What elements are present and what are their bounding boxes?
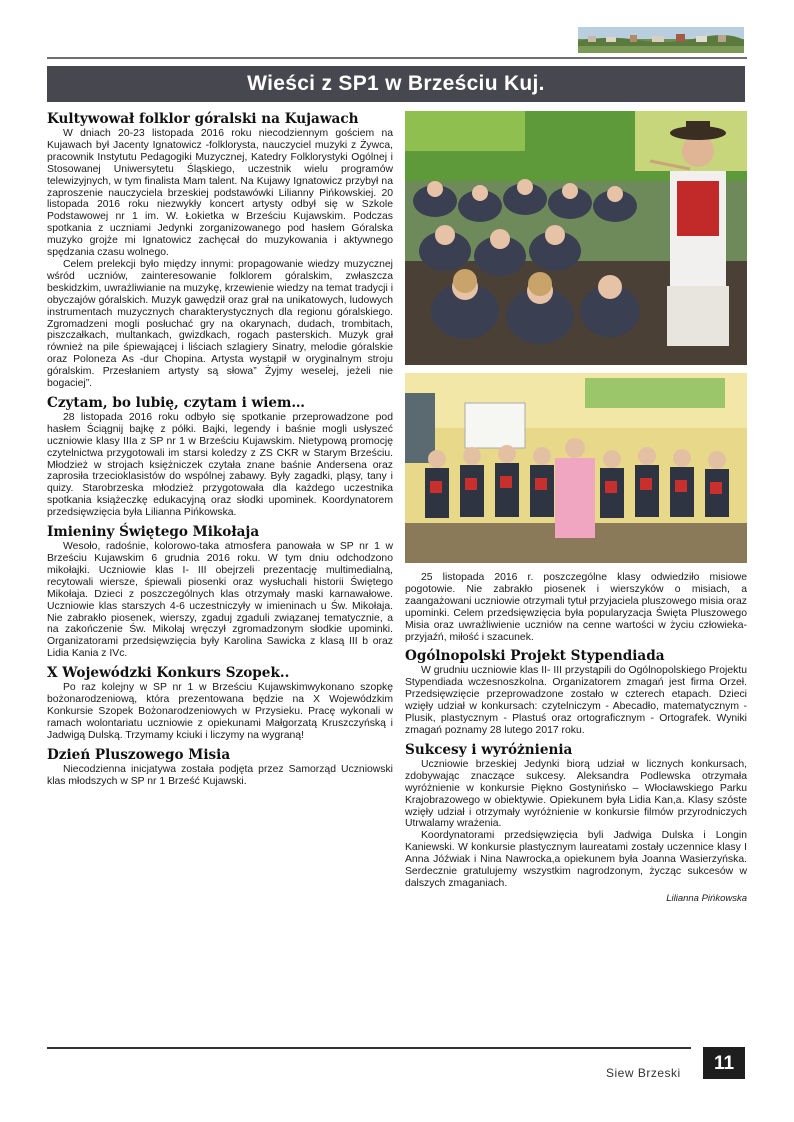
article-paragraph: 25 listopada 2016 r. poszczególne klasy odwiedziło misiowe pogotowie. Nie zabrakło piosenek i wierszyków o misiach, a zaangażowani uczniowie otrzymali tytuł przyjaciela pluszowego misia oraz upominki. Celem przedsięwzięcia była popularyzacja Święta Pluszowego Misia oraz uwrażliwienie uczniów na cenne wartości w życiu człowieka- przyjaźń, miłość i szacunek. [405,572,747,643]
article-mis-continued [405,572,747,643]
article-mis [47,747,393,788]
article-sukcesy [405,742,747,904]
section-banner: Wieści z SP1 w Brześciu Kuj. [47,66,745,102]
article-title: Sukcesy i wyróżnienia [405,741,573,758]
article-paragraph: Celem prelekcji było między innymi: propagowanie wiedzy muzycznej wśród uczniów, zainteresowanie folklorem góralskim, zwłaszcza beskidzkim, uwrażliwianie na muzykę, krzewienie wiedzy na temat tradycji i obyczajów góralskich. Muzyk gawędził oraz grał na unikatowych, ludowych instrumentach muzycznych charakterystycznych dla regionu góralskiego. Zgromadzeni mogli posłuchać gry na okarynach, dudach, trombitach, piszczałkach, multankach, gwizdkach, rogach pasterskich. Muzyk grał również na pile śpiewającej i liściach szlagiery Sinatry, melodie góralskie oraz Poloneza As -dur Chopina. Artysta wystąpił w oryginalnym stroju góralskim. Przesłaniem artysty są słowa” Żyjmy weselej, jeżeli nie bogaciej”. [47,258,393,390]
article-title: Ogólnopolski Projekt Stypendiada [405,648,665,665]
article-paragraph: Uczniowie brzeskiej Jedynki biorą udział w licznych konkursach, zdobywając znaczące sukcesy. Aleksandra Podlewska otrzymała wyróżnienie w konkursie Piękno Gostynińsko – Włocławskiego Parku Krajobrazowego w obiektywie. Opiekunem była Lidia Kan,a. Klasy szóste wzięły udział i otrzymały wyróżnienie w konkursie filmów przyrodniczych Utrwalamy wrażenia. [405,758,747,830]
article-czytam [47,395,393,519]
bottom-divider [47,1047,691,1049]
right-column [405,111,747,909]
article-paragraph: W dniach 20-23 listopada 2016 roku niecodziennym gościem na Kujawach był Jacenty Ignatowicz -folklorysta, nauczyciel muzyki z Żywca, pracownik Instytutu Pedagogiki Muzycznej, Katedry Folklorystyki Ogólnej i Stosowanej Uniwersytetu Śląskiego, uczestnik wielu programów telewizyjnych, w tym finalista Mam talent. Na Kujawy Ignatowicz przybył na zaproszenie nauczyciela brzeskiej podstawówki Lilianny Pińkowskiej. 20 listopada 2016 roku niezwykły koncert artysty odbył się w Szkole Podstawowej nr 1 im. W. Łokietka w Brześciu Kujawskim. Podczas spotkania z uczniami Jedynki zorganizowanego pod hasłem Góralska muzyko grojże mi Ignatowicz zachęcał do muzykowania i aktywnego spędzania czasu wolnego. [47,128,393,259]
article-mikolaj [47,524,393,660]
page-number: 11 [703,1047,745,1079]
article-stypendiada [405,648,747,736]
header-landscape-photo [578,27,744,53]
left-column [47,111,393,793]
article-title: X Wojewódzki Konkurs Szopek.. [47,665,290,682]
article-folklor [47,111,393,390]
article-paragraph: W grudniu uczniowie klas II- III przystąpili do Ogólnopolskiego Projektu Stypendiada wczesnoszkolna. Organizatorem zmagań jest firma Orzeł. Przedsięwzięcie przeprowadzone zostało w czterech etapach. Dzieci wzięły udział w konkursach: czytelniczym - Abecadło, matematycznym - Plusik, plastycznym - Plastuś oraz ortograficznym - Ortografek. Wyniki zmagań poznamy 28 lutego 2017 roku. [405,665,747,736]
article-paragraph: Wesoło, radośnie, kolorowo-taka atmosfera panowała w SP nr 1 w Brześciu Kujawskim 6 grudnia 2016 roku. W tym dniu odchodzono mikołajki. Uczniowie klas I- III obejrzeli prezentację multimedialną, recytowali wiersze, śpiewali piosenki oraz wysłuchali historii Świętego Mikołaja. Dzieci z poszczególnych klas otrzymały maski karnawałowe. Uczniowie klas starszych 4-6 uczestniczyły w imieninach u Św. Mikołaja. Nie zabrakło piosenek, wierszy, zgaduj zgaduli związanej tematycznie, a na zakończenie Św. Mikołaj wręczył zgromadzonym słodkie upominki. Organizatorami przedsięwzięcia były Karolina Sawicka z klasą III b oraz Lidia Kania z IVc. [47,541,393,660]
article-title: Kultywował folklor góralski na Kujawach [47,111,359,127]
article-title: Czytam, bo lubię, czytam i wiem… [47,394,305,411]
article-paragraph: Koordynatorami przedsięwzięcia byli Jadwiga Dulska i Longin Kaniewski. W konkursie plastycznym laureatami zostały uczennice klasy I Anna Jóźwiak i Nina Nawrocka,a opiekunem była Joanna Wasierzyńska. Serdecznie gratulujemy wszystkim nagrodzonym, życząc sukcesów w dalszych zmaganiach. [405,830,747,889]
article-title: Dzień Pluszowego Misia [47,746,231,763]
author-signature: Lilianna Pińkowska [666,892,747,904]
top-divider [47,57,747,59]
article-paragraph: Po raz kolejny w SP nr 1 w Brześciu Kujawskimwykonano szopkę bożonarodzeniową, która prezentowana będzie na X Wojewódzkim Konkursie Szopek Bożonarodzeniowych w Przysieku. Pracę wykonali w ramach wolontariatu uczniowie z opiekunami Małgorzatą Kruszczyńską i Jadwigą Dulską. Trzymamy kciuki i liczymy na wygraną! [47,682,393,741]
article-title: Imieniny Świętego Mikołaja [47,524,260,541]
photo-class-group [405,373,747,563]
publication-name: Siew Brzeski [606,1066,681,1080]
photo-folk-musician [405,111,747,365]
article-paragraph: 28 listopada 2016 roku odbyło się spotkanie przeprowadzone pod hasłem Ściągnij bajkę z półki. Bajki, legendy i baśnie mogli usłyszeć uczniowie klasy IIIa z SP nr 1 w Brześciu Kujawskim. Nietypową promocję czytelnictwa przygotowali im starsi koledzy z ZS CKR w Starym Brześciu. Młodzież w strojach księżniczek czytała znane baśnie Andersena oraz zaprosiła trzecioklasistów do wspólnej zabawy. Były zagadki, pląsy, tany i quizy. Starobrzeska młodzież przygotowała dla każdego uczestnika spotkania książeczkę edukacyjną oraz słodki upominek. Koordynatorem przedsięwzięcia była Lilianna Pińkowska. [47,411,393,519]
article-paragraph: Niecodzienna inicjatywa została podjęta przez Samorząd Uczniowski klas młodszych w SP nr 1 Brześć Kujawski. [47,763,393,787]
article-szopki [47,665,393,742]
